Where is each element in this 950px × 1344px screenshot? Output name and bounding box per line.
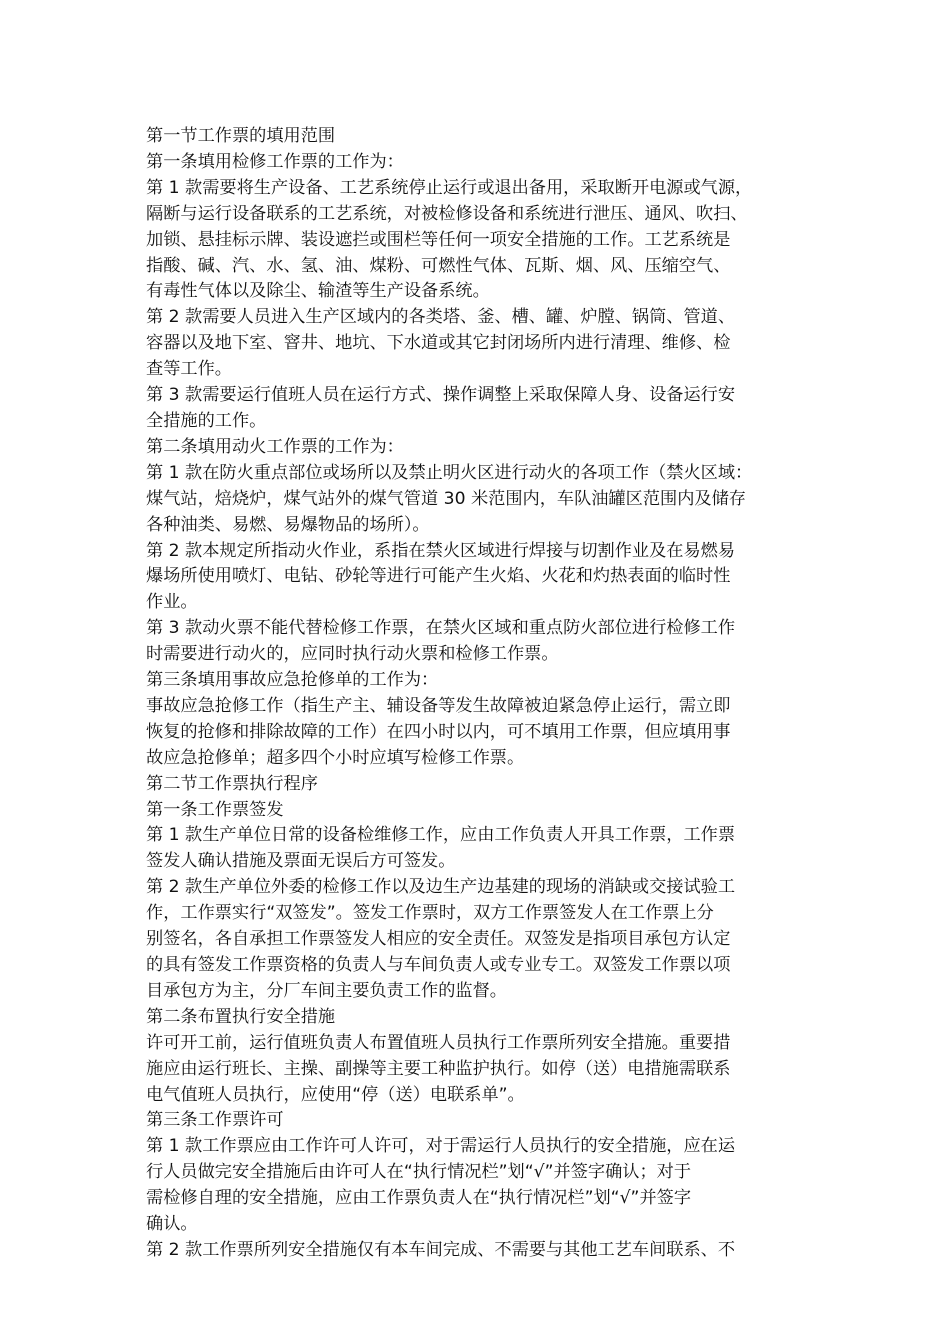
document-line: 行人员做完安全措施后由许可人在“执行情况栏”划“√”并签字确认；对于 — [146, 1162, 692, 1183]
document-line: 第 3 款需要运行值班人员在运行方式、操作调整上采取保障人身、设备运行安 — [146, 385, 736, 406]
document-line: 全措施的工作。 — [146, 410, 267, 431]
document-line: 第 1 款工作票应由工作许可人许可，对于需运行人员执行的安全措施，应在运 — [146, 1136, 736, 1157]
document-line: 有毒性气体以及除尘、输渣等生产设备系统。 — [146, 281, 490, 302]
document-line: 第 2 款生产单位外委的检修工作以及边生产边基建的现场的消缺或交接试验工 — [146, 877, 736, 898]
document-line: 容器以及地下室、窨井、地坑、下水道或其它封闭场所内进行清理、维修、检 — [146, 333, 731, 354]
document-line: 故应急抢修单；超多四个小时应填写检修工作票。 — [146, 747, 525, 768]
document-line: 时需要进行动火的，应同时执行动火票和检修工作票。 — [146, 644, 559, 665]
document-line: 第 1 款在防火重点部位或场所以及禁止明火区进行动火的各项工作（禁火区域： — [146, 462, 753, 483]
document-line: 别签名，各自承担工作票签发人相应的安全责任。双签发是指项目承包方认定 — [146, 929, 731, 950]
document-line: 第二条填用动火工作票的工作为： — [146, 436, 404, 457]
document-line: 目承包方为主，分厂车间主要负责工作的监督。 — [146, 980, 507, 1001]
document-line: 隔断与运行设备联系的工艺系统，对被检修设备和系统进行泄压、通风、吹扫、 — [146, 203, 748, 224]
document-line: 第一条填用检修工作票的工作为： — [146, 151, 404, 172]
document-line: 第三条填用事故应急抢修单的工作为： — [146, 670, 439, 691]
document-line: 第一条工作票签发 — [146, 799, 284, 820]
document-line: 许可开工前，运行值班负责人布置值班人员执行工作票所列安全措施。重要措 — [146, 1032, 731, 1053]
document-line: 第 1 款需要将生产设备、工艺系统停止运行或退出备用，采取断开电源或气源， — [146, 177, 753, 198]
document-line: 第 3 款动火票不能代替检修工作票，在禁火区域和重点防火部位进行检修工作 — [146, 618, 736, 639]
document-line: 煤气站，焙烧炉，煤气站外的煤气管道 30 米范围内，车队油罐区范围内及储存 — [146, 488, 746, 509]
document-line: 作业。 — [146, 592, 198, 613]
document-line: 第一节工作票的填用范围 — [146, 126, 336, 146]
document-line: 第 2 款需要人员进入生产区域内的各类塔、釜、槽、罐、炉膛、锅筒、管道、 — [146, 307, 736, 328]
document-line: 指酸、碱、汽、水、氢、油、煤粉、可燃性气体、瓦斯、烟、风、压缩空气、 — [146, 255, 731, 276]
document-line: 电气值班人员执行，应使用“停（送）电联系单”。 — [146, 1084, 525, 1105]
document-line: 确认。 — [146, 1214, 198, 1235]
document-line: 第三条工作票许可 — [146, 1110, 284, 1131]
document-line: 第 2 款工作票所列安全措施仅有本车间完成、不需要与其他工艺车间联系、不 — [146, 1239, 736, 1260]
document-line: 加锁、悬挂标示牌、装设遮拦或围栏等任何一项安全措施的工作。工艺系统是 — [146, 229, 731, 250]
document-line: 需检修自理的安全措施，应由工作票负责人在“执行情况栏”划“√”并签字 — [146, 1188, 692, 1209]
document-line: 恢复的抢修和排除故障的工作）在四小时以内，可不填用工作票，但应填用事 — [146, 721, 731, 742]
document-line: 第 2 款本规定所指动火作业，系指在禁火区域进行焊接与切割作业及在易燃易 — [146, 540, 736, 561]
document-line: 的具有签发工作票资格的负责人与车间负责人或专业专工。双签发工作票以项 — [146, 955, 731, 975]
document-line: 爆场所使用喷灯、电钻、砂轮等进行可能产生火焰、火花和灼热表面的临时性 — [146, 566, 731, 587]
document-line: 查等工作。 — [146, 359, 232, 380]
document-line: 签发人确认措施及票面无误后方可签发。 — [146, 851, 456, 872]
document-body — [146, 124, 811, 1264]
document-line: 第二条布置执行安全措施 — [146, 1006, 336, 1027]
document-line: 各种油类、易燃、易爆物品的场所）。 — [146, 514, 430, 535]
document-line: 事故应急抢修工作（指生产主、辅设备等发生故障被迫紧急停止运行，需立即 — [146, 695, 731, 716]
document-line: 第二节工作票执行程序 — [146, 773, 318, 794]
document-line: 作，工作票实行“双签发”。签发工作票时，双方工作票签发人在工作票上分 — [146, 903, 714, 924]
document-line: 第 1 款生产单位日常的设备检维修工作，应由工作负责人开具工作票，工作票 — [146, 825, 736, 846]
document-line: 施应由运行班长、主操、副操等主要工种监护执行。如停（送）电措施需联系 — [146, 1058, 731, 1079]
